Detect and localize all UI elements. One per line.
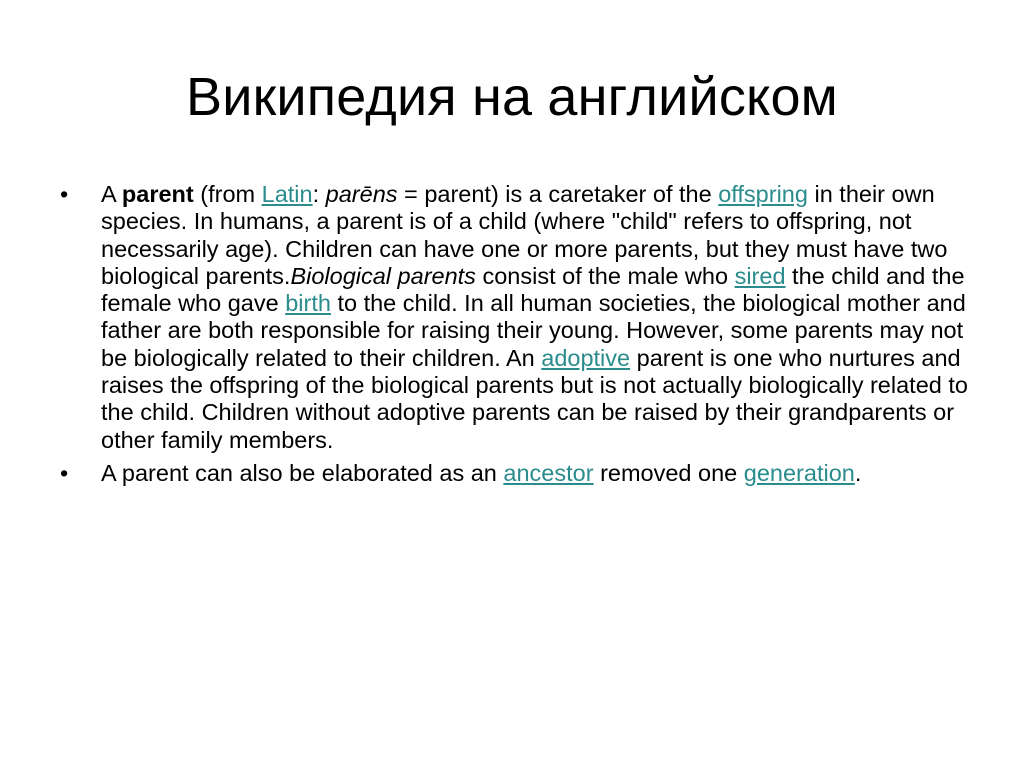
bullet-icon: • [60, 181, 69, 207]
text-segment: to the child. In all human societies, the biological mother and father are both responsible for raising their young. However, some parents may not be biologically related to their children. An [101, 290, 966, 371]
term-parens: parēns [325, 181, 398, 207]
term-biological-parents: Biological parents [290, 262, 476, 289]
bullet-list [60, 181, 970, 493]
text-segment: parent is one who nurtures and raises the offspring of the biological parents but is not actually biologically related to the child. Children without adoptive parents can be raised by their grandparents or other family members. [101, 344, 968, 453]
text-segment: the child and the female who gave [101, 262, 965, 317]
term-parent: parent [121, 181, 194, 207]
text-segment: A [101, 181, 122, 207]
text-segment: in their own species. In humans, a parent is of a child (where "child" refers to offspring, not necessarily age). Children can have one or more parents, but they must have two biological parents. [101, 181, 948, 289]
text-segment: (from [193, 181, 262, 207]
link-adoptive[interactable]: adoptive [541, 344, 631, 371]
link-latin[interactable]: Latin [261, 181, 313, 207]
text-segment: . [854, 459, 862, 486]
link-offspring[interactable]: offspring [718, 181, 808, 207]
text-segment: consist of the male who [475, 262, 735, 289]
text-segment: A parent can also be elaborated as an [101, 459, 504, 486]
text-segment: removed one [593, 459, 744, 486]
slide-title: Википедия на английском [185, 67, 839, 127]
text-segment: : [312, 181, 326, 207]
bullet-icon: • [60, 459, 69, 486]
link-ancestor[interactable]: ancestor [503, 459, 594, 486]
text-segment: = parent) is a caretaker of the [397, 181, 719, 207]
bullet-item-parent-definition [60, 181, 970, 454]
link-sired[interactable]: sired [734, 262, 786, 289]
link-birth[interactable]: birth [285, 290, 331, 317]
bullet-item-ancestor [60, 460, 970, 487]
link-generation[interactable]: generation [743, 459, 855, 486]
